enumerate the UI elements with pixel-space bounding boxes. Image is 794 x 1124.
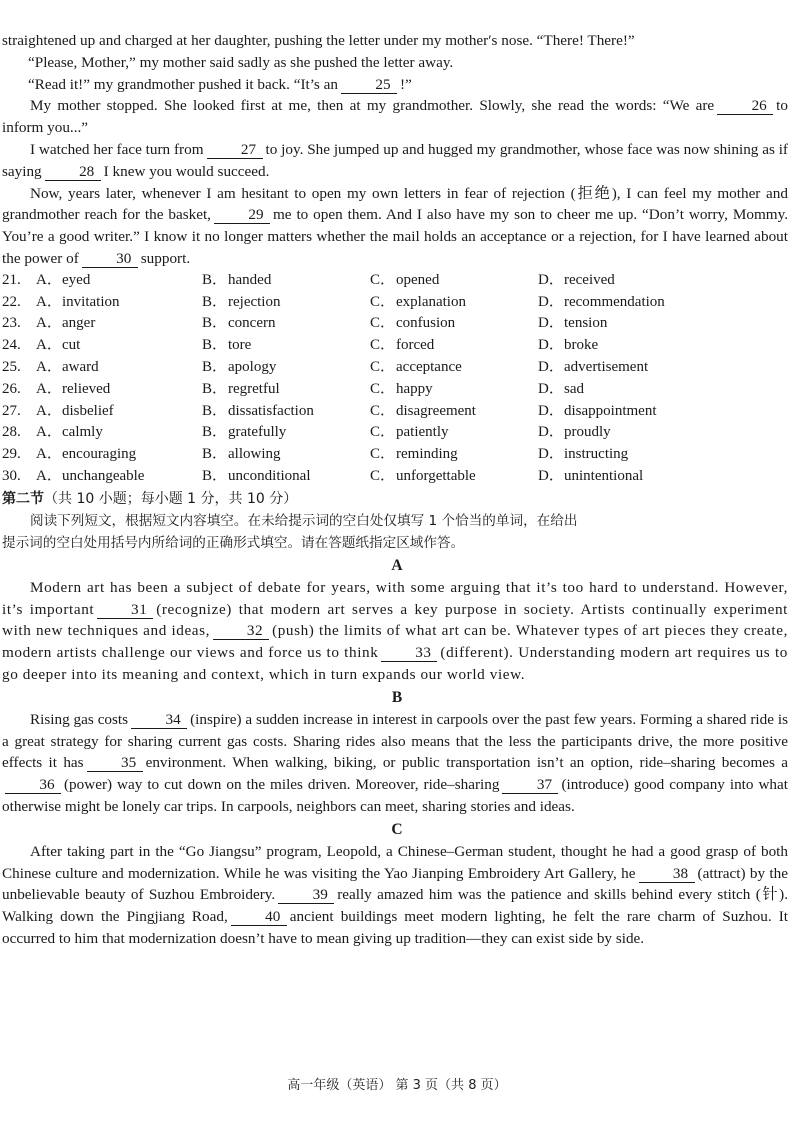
blank-36[interactable]: 36 bbox=[5, 777, 61, 794]
story-paragraph-2: “Read it!” my grandmother pushed it back. “It’s an 25 !” bbox=[28, 75, 412, 93]
option-a[interactable]: A． relieved bbox=[36, 380, 111, 397]
option-a[interactable]: A． eyed bbox=[36, 271, 91, 288]
option-d[interactable]: D． tension bbox=[538, 315, 608, 332]
blank-33[interactable]: 33 bbox=[381, 645, 437, 662]
option-row bbox=[0, 422, 794, 444]
option-c[interactable]: C． forced bbox=[370, 337, 435, 354]
option-d[interactable]: D． broke bbox=[538, 337, 599, 354]
option-row bbox=[0, 292, 794, 314]
story-line-0: straightened up and charged at her daughter, pushing the letter under my mother′s nose. “There! There!” bbox=[2, 32, 635, 49]
blank-35[interactable]: 35 bbox=[87, 755, 143, 772]
blank-25: 25 bbox=[341, 77, 397, 94]
question-number: 29. bbox=[2, 446, 21, 463]
blank-28: 28 bbox=[45, 164, 101, 181]
exam-page bbox=[0, 30, 794, 950]
option-d[interactable]: D． unintentional bbox=[538, 467, 644, 484]
option-b[interactable]: B． dissatisfaction bbox=[202, 402, 314, 419]
option-c[interactable]: C． disagreement bbox=[370, 402, 476, 419]
option-a[interactable]: A． award bbox=[36, 358, 99, 375]
story-paragraph-4: I watched her face turn from 27 to joy. She jumped up and hugged my grandmother, whose face was now shining as if saying 28 I knew you would succeed. bbox=[2, 140, 788, 180]
passage-b-text: Rising gas costs 34 (inspire) a sudden increase in interest in carpools over the past few years. Forming a shared ride is a great strategy for sharing current gas costs. Sharing rides also means that the less the participants drive, the more positive effects it has 35 environment. When walking, biking, or public transportation isn’t an option, ride–sharing becomes a36 (power) way to cut down on the miles driven. Moreover, ride–sharing 37 (introduce) good company into what otherwise might be lonely car trips. In carpools, neighbors can meet, sharing stories and ideas. bbox=[2, 710, 789, 815]
option-b[interactable]: B． unconditional bbox=[202, 467, 311, 484]
blank-32[interactable]: 32 bbox=[213, 623, 269, 640]
option-b[interactable]: B． handed bbox=[202, 271, 272, 288]
blank-37[interactable]: 37 bbox=[502, 777, 558, 794]
option-c[interactable]: C． unforgettable bbox=[370, 467, 476, 484]
question-number: 26. bbox=[2, 380, 21, 397]
option-a[interactable]: A． disbelief bbox=[36, 402, 114, 419]
option-row bbox=[0, 379, 794, 401]
question-number: 27. bbox=[2, 402, 21, 419]
option-c[interactable]: C． happy bbox=[370, 380, 433, 397]
option-a[interactable]: A． anger bbox=[36, 315, 96, 332]
passage-c-text: After taking part in the “Go Jiangsu” program, Leopold, a Chinese–German student, thought he had a good grasp of both Chinese culture and modernization. While he was visiting the Yao Jianping Embroidery Art Gallery, he 38 (attract) by the unbelievable beauty of Suzhou Embroidery. 39 really amazed him was the patience and skills behind every stitch (针). Walking down the Pingjiang Road, 40 ancient buildings meet modern lighting, he felt the rare charm of Suzhou. It occurred to him that modernization doesn’t have to mean giving up tradition—they can exist side by side. bbox=[2, 842, 789, 947]
question-number: 28. bbox=[2, 424, 21, 441]
option-a[interactable]: A． invitation bbox=[36, 293, 120, 310]
option-row bbox=[0, 270, 794, 292]
option-b[interactable]: B． tore bbox=[202, 337, 252, 354]
option-c[interactable]: C． explanation bbox=[370, 293, 466, 310]
option-row bbox=[0, 401, 794, 423]
passage-a-text: Modern art has been a subject of debate for years, with some arguing that it’s too hard to understand. However, it’s important 31 (recognize) that modern art serves a key purpose in society. Artists continually experiment with new techniques and ideas, 32 (push) the limits of what art can be. Whatever types of art pieces they create, modern artists challenge our views and force us to think 33 (different). Understanding modern art requires us to go deeper into its meaning and context, which in turn expands our world view. bbox=[2, 578, 788, 683]
passage-b-heading: B bbox=[391, 688, 403, 706]
blank-26: 26 bbox=[717, 98, 773, 115]
section-2-instructions-line-1: 阅读下列短文，根据短文内容填空。在未给提示词的空白处仅填写 1 个恰当的单词，在给出 bbox=[30, 512, 578, 529]
question-number: 23. bbox=[2, 315, 21, 332]
option-d[interactable]: D． instructing bbox=[538, 446, 629, 463]
option-a[interactable]: A． unchangeable bbox=[36, 467, 145, 484]
question-number: 25. bbox=[2, 358, 21, 375]
option-a[interactable]: A． encouraging bbox=[36, 446, 137, 463]
blank-38[interactable]: 38 bbox=[639, 866, 695, 883]
option-b[interactable]: B． allowing bbox=[202, 446, 281, 463]
option-c[interactable]: C． reminding bbox=[370, 446, 458, 463]
blank-34[interactable]: 34 bbox=[131, 712, 187, 729]
option-b[interactable]: B． concern bbox=[202, 315, 276, 332]
option-row bbox=[0, 313, 794, 335]
section-2-instructions-line-2: 提示词的空白处用括号内所给词的正确形式填空。请在答题纸指定区域作答。 bbox=[2, 534, 465, 551]
question-number: 21. bbox=[2, 271, 21, 288]
option-d[interactable]: D． recommendation bbox=[538, 293, 665, 310]
story-paragraph-3: My mother stopped. She looked first at me, then at my grandmother. Slowly, she read the words: “We are 26 to inform you...” bbox=[2, 97, 788, 137]
story-paragraph-1: “Please, Mother,” my mother said sadly as she pushed the letter away. bbox=[28, 53, 454, 71]
blank-30: 30 bbox=[82, 251, 138, 268]
question-number: 30. bbox=[2, 467, 21, 484]
story-paragraph-5: Now, years later, whenever I am hesitant to open my own letters in fear of rejection (拒绝), I can feel my mother and grandmother reach for the basket, 29 me to open them. And I also have my son to cheer me up. “Don’t worry, Mommy. You’re a good writer.” I know it no longer matters whether the mail holds an acceptance or a rejection, for I have learned about the power of 30 support. bbox=[2, 184, 788, 267]
blank-27: 27 bbox=[207, 142, 263, 159]
option-c[interactable]: C． opened bbox=[370, 271, 440, 288]
option-a[interactable]: A． cut bbox=[36, 337, 81, 354]
option-c[interactable]: C． acceptance bbox=[370, 358, 462, 375]
option-row bbox=[0, 357, 794, 379]
option-c[interactable]: C． patiently bbox=[370, 424, 449, 441]
option-a[interactable]: A． calmly bbox=[36, 424, 103, 441]
question-number: 24. bbox=[2, 337, 21, 354]
option-d[interactable]: D． disappointment bbox=[538, 402, 657, 419]
passage-c-heading: C bbox=[391, 820, 403, 838]
option-row bbox=[0, 466, 794, 488]
option-c[interactable]: C． confusion bbox=[370, 315, 456, 332]
option-row bbox=[0, 335, 794, 357]
option-b[interactable]: B． regretful bbox=[202, 380, 280, 397]
section-2-title: 第二节（共 10 小题；每小题 1 分，共 10 分） bbox=[2, 490, 298, 507]
option-d[interactable]: D． sad bbox=[538, 380, 584, 397]
blank-40[interactable]: 40 bbox=[231, 909, 287, 926]
option-d[interactable]: D． proudly bbox=[538, 424, 611, 441]
blank-31[interactable]: 31 bbox=[97, 602, 153, 619]
page-footer: 高一年级（英语） 第 3 页（共 8 页） bbox=[287, 1078, 507, 1093]
answer-options bbox=[0, 270, 794, 488]
blank-39[interactable]: 39 bbox=[278, 887, 334, 904]
passage-a-heading: A bbox=[391, 556, 403, 574]
blank-29: 29 bbox=[214, 207, 270, 224]
question-number: 22. bbox=[2, 293, 21, 310]
option-d[interactable]: D． received bbox=[538, 271, 615, 288]
option-d[interactable]: D． advertisement bbox=[538, 358, 649, 375]
option-b[interactable]: B． apology bbox=[202, 358, 277, 375]
option-row bbox=[0, 444, 794, 466]
option-b[interactable]: B． gratefully bbox=[202, 424, 287, 441]
option-b[interactable]: B． rejection bbox=[202, 293, 281, 310]
